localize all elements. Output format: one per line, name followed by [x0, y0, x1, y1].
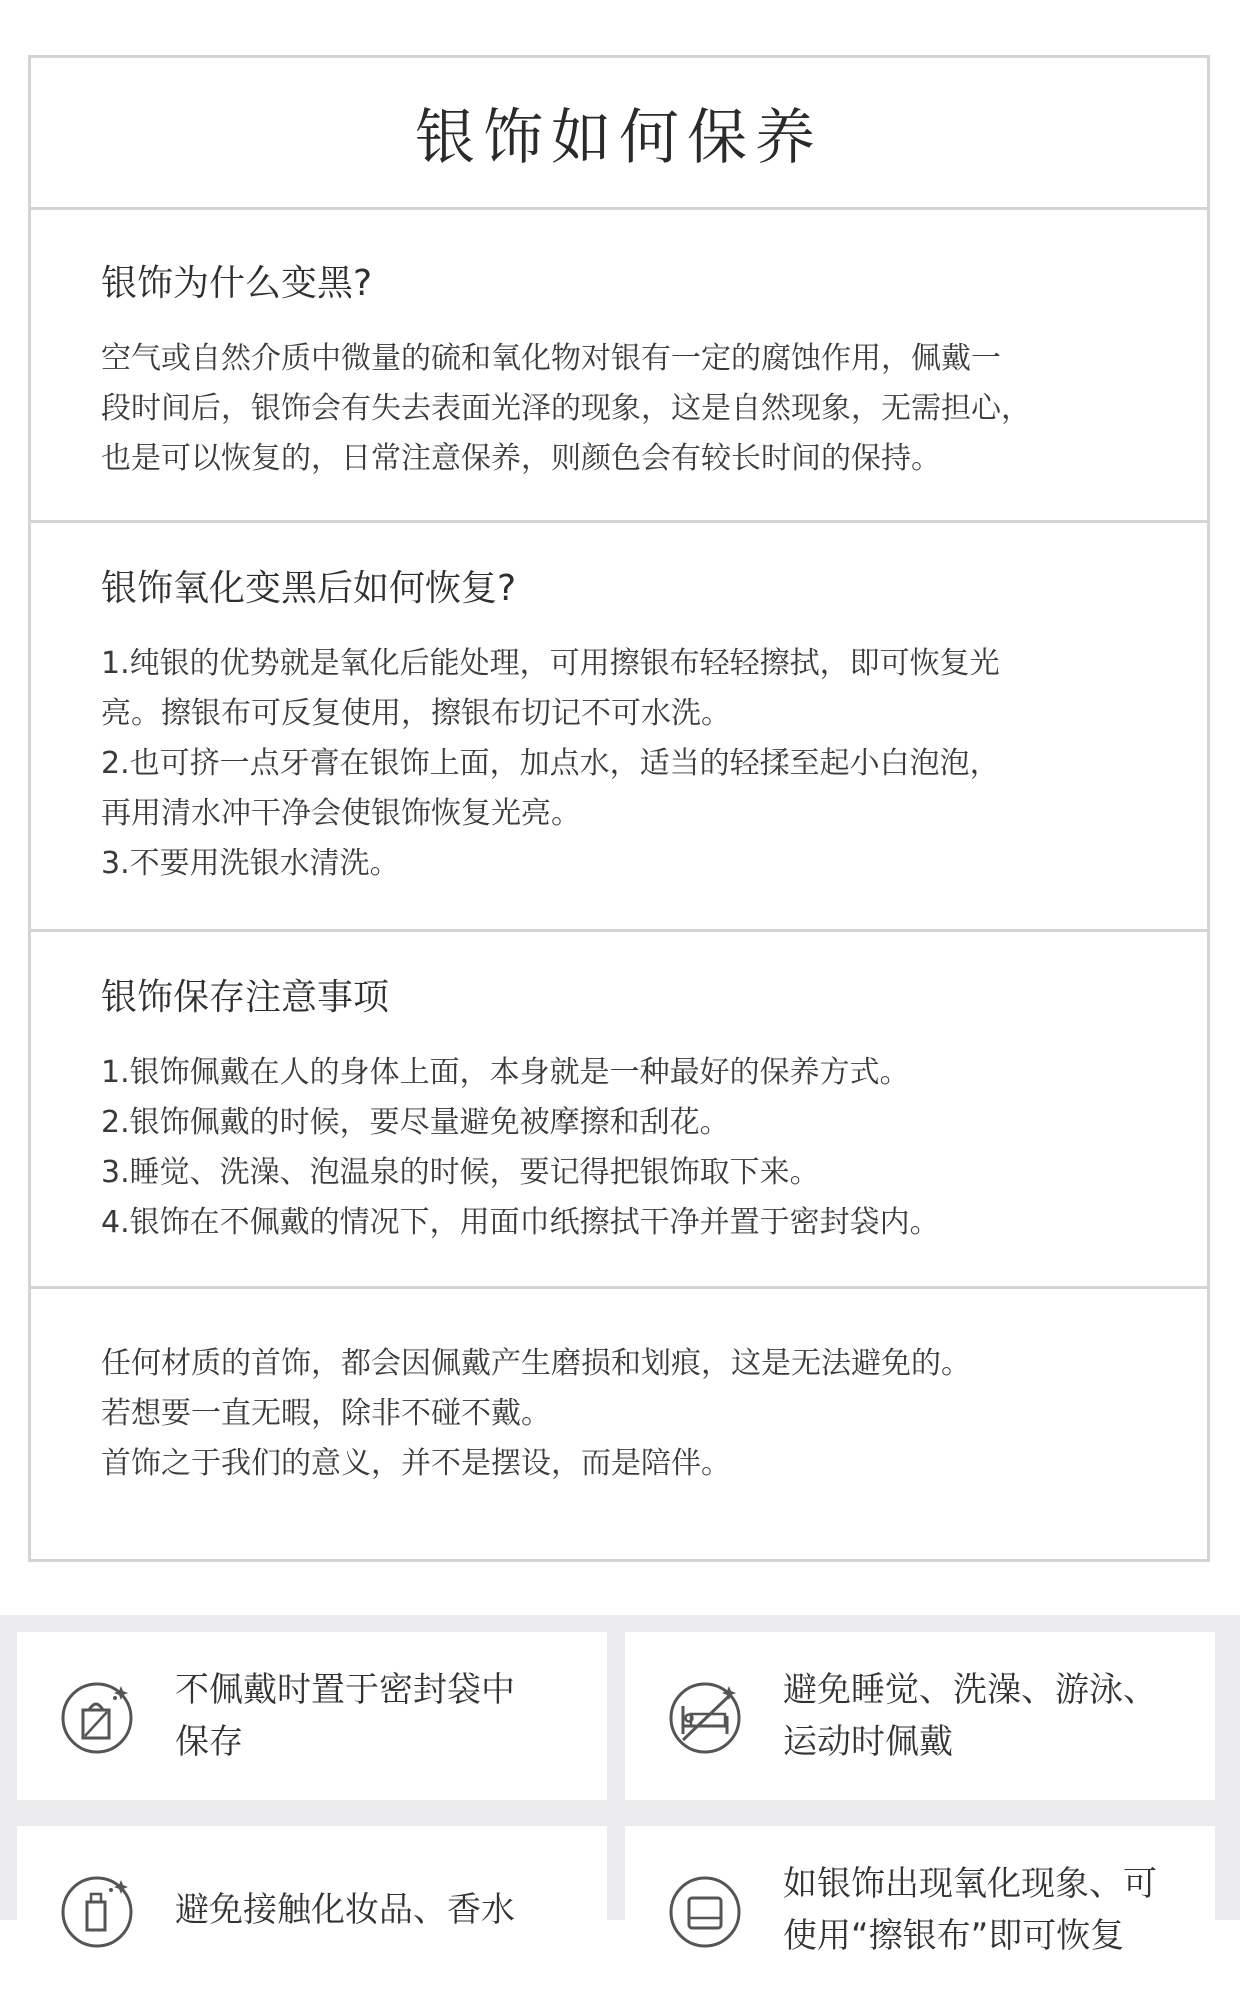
paragraph-line: 3.不要用洗银水清洗。 [101, 846, 400, 881]
tip-line: 保存 [175, 1722, 243, 1762]
section-heading: 银饰氧化变黑后如何恢复? [101, 568, 517, 609]
tip-text [783, 1664, 1157, 1768]
section-closing-note [31, 1289, 1207, 1565]
paragraph-line: 段时间后，银饰会有失去表面光泽的现象，这是自然现象，无需担心， [101, 391, 1031, 426]
section-heading: 银饰保存注意事项 [101, 977, 390, 1018]
paragraph-line: 1.银饰佩戴在人的身体上面，本身就是一种最好的保养方式。 [101, 1055, 910, 1090]
polishing-cloth-icon [667, 1870, 747, 1950]
page-title-bar [31, 58, 1207, 210]
paragraph-line: 也是可以恢复的，日常注意保养，则颜色会有较长时间的保持。 [101, 441, 941, 476]
tip-line: 如银饰出现氧化现象、可 [783, 1864, 1157, 1904]
paragraph-line: 3.睡觉、洗澡、泡温泉的时候，要记得把银饰取下来。 [101, 1155, 820, 1190]
paragraph-line: 2.也可挤一点牙膏在银饰上面，加点水，适当的轻揉至起小白泡泡， [101, 746, 1000, 781]
tip-line: 避免接触化妆品、香水 [175, 1890, 515, 1930]
tip-text [175, 1664, 515, 1768]
paragraph-line: 亮。擦银布可反复使用，擦银布切记不可水洗。 [101, 696, 731, 731]
tip-text [175, 1884, 515, 1936]
no-perfume-icon [59, 1870, 139, 1950]
tip-text [783, 1858, 1157, 1962]
sealed-bag-icon [59, 1676, 139, 1756]
section-why-black [31, 210, 1207, 523]
tip-line: 避免睡觉、洗澡、游泳、 [783, 1670, 1157, 1710]
paragraph-line: 若想要一直无暇，除非不碰不戴。 [101, 1396, 551, 1431]
care-guide-card [28, 55, 1210, 1562]
paragraph-line: 2.银饰佩戴的时候，要尽量避免被摩擦和刮花。 [101, 1105, 730, 1140]
section-heading: 银饰为什么变黑? [101, 263, 373, 304]
tip-line: 运动时佩戴 [783, 1722, 953, 1762]
section-recovery [31, 523, 1207, 932]
paragraph-line: 4.银饰在不佩戴的情况下，用面巾纸擦拭干净并置于密封袋内。 [101, 1205, 940, 1240]
tip-line: 使用“擦银布”即可恢复 [783, 1916, 1125, 1956]
tip-line: 不佩戴时置于密封袋中 [175, 1670, 515, 1710]
paragraph-line: 再用清水冲干净会使银饰恢复光亮。 [101, 796, 581, 831]
paragraph-line: 首饰之于我们的意义，并不是摆设，而是陪伴。 [101, 1446, 731, 1481]
page-title: 银饰如何保养 [415, 102, 823, 173]
section-storage-notes [31, 932, 1207, 1289]
no-sleep-bed-icon [667, 1676, 747, 1756]
paragraph-line: 任何材质的首饰，都会因佩戴产生磨损和划痕，这是无法避免的。 [101, 1346, 971, 1381]
tip-card-sealed-bag [17, 1632, 607, 1800]
tip-card-no-sleep [625, 1632, 1215, 1800]
paragraph-line: 1.纯银的优势就是氧化后能处理，可用擦银布轻轻擦拭，即可恢复光 [101, 646, 1000, 681]
tip-card-no-perfume [17, 1826, 607, 1994]
tip-card-polishing-cloth [625, 1826, 1215, 1994]
paragraph-line: 空气或自然介质中微量的硫和氧化物对银有一定的腐蚀作用，佩戴一 [101, 341, 1001, 376]
